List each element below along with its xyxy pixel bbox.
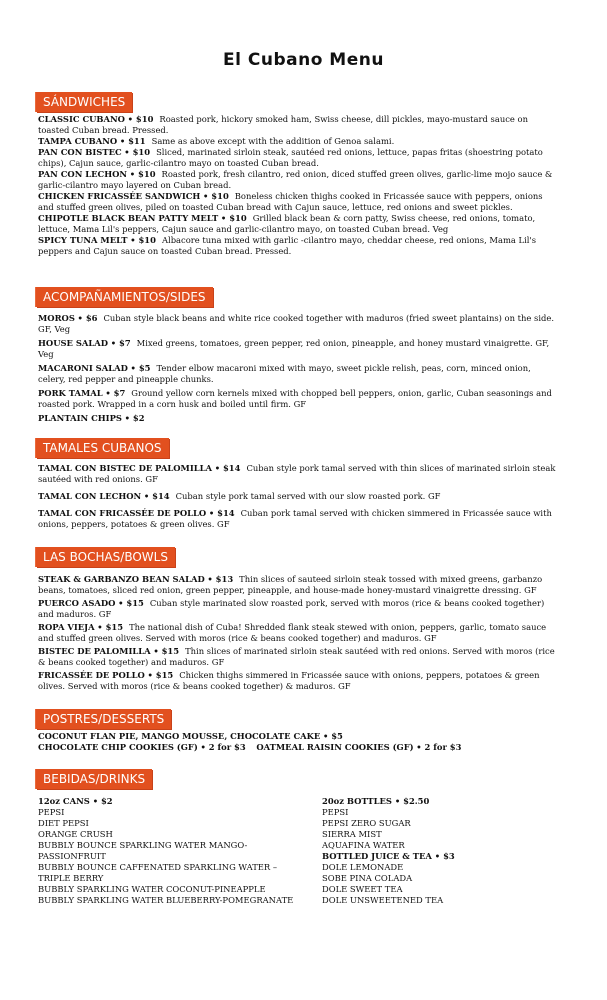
menu-item	[38, 491, 560, 502]
juice-tea-list	[322, 862, 592, 906]
drink-item: PEPSI	[38, 807, 65, 817]
drink-item: PEPSI ZERO SUGAR	[322, 818, 411, 828]
menu-item-description: Cuban style pork tamal served with thin slices of marinated sirloin steak sautéed with red onions. GF	[38, 463, 556, 484]
menu-item-description: Ground yellow corn kernels mixed with chopped bell peppers, onion, garlic, Cuban seasonings and roasted pork. Wrapped in a corn husk and boiled until firm. GF	[38, 388, 552, 409]
menu-item-price: • $14	[214, 463, 241, 473]
drink-item: BUBBLY BOUNCE SPARKLING WATER MANGO-PASSIONFRUIT	[38, 840, 248, 861]
menu-item-price: • $15	[153, 646, 180, 656]
drink-item: ORANGE CRUSH	[38, 829, 113, 839]
menu-item-name: STEAK & GARBANZO BEAN SALAD	[38, 574, 205, 584]
drink-item: AQUAFINA WATER	[322, 840, 405, 850]
menu-item-description: Mixed greens, tomatoes, green pepper, red onion, pineapple, and honey mustard vinaigrette. GF, Veg	[38, 338, 550, 359]
section-heading-sandwiches: SÁNDWICHES	[36, 92, 132, 112]
menu-item	[38, 598, 560, 620]
menu-item	[38, 191, 560, 213]
menu-item-description: Cuban style black beans and white rice cooked together with maduros (fried sweet plantains) on the side. GF, Veg	[38, 313, 554, 334]
page-title: El Cubano Menu	[223, 50, 384, 70]
menu-item-name: TAMAL CON LECHON	[38, 491, 142, 501]
dessert-line-2: CHOCOLATE CHIP COOKIES (GF) • 2 for $3 OATMEAL RAISIN COOKIES (GF) • 2 for $3	[38, 742, 462, 752]
section-heading-desserts: POSTRES/DESSERTS	[36, 709, 171, 729]
juice-tea-header: BOTTLED JUICE & TEA • $3	[322, 851, 455, 861]
menu-item-price: • $2	[124, 413, 145, 423]
dessert-line-1: COCONUT FLAN PIE, MANGO MOUSSE, CHOCOLATE CAKE • $5	[38, 731, 343, 741]
menu-item-description: Chicken thighs simmered in Fricassée sauce with onions, peppers, potatoes & green olives. Served with moros (rice & beans cooked together) & maduros. GF	[38, 670, 540, 691]
sides-list	[38, 313, 560, 427]
menu-item-description: Boneless chicken thighs cooked in Fricassée sauce with peppers, onions and stuffed green olives, piled on toasted Cuban bread with Cajun sauce, lettuce, red onions and sweet pickles.	[38, 191, 543, 212]
menu-item-name: FRICASSÉE DE POLLO	[38, 670, 145, 680]
menu-item-description: Roasted pork, fresh cilantro, red onion, diced stuffed green olives, garlic-lime mojo sauce & garlic-cilantro mayo layered on Cuban bread.	[38, 169, 553, 190]
menu-item-price: • $7	[105, 388, 126, 398]
cans-list	[38, 807, 308, 906]
menu-item	[38, 670, 560, 692]
menu-item-description: Albacore tuna mixed with garlic -cilantro mayo, cheddar cheese, red onions, Mama Lil's peppers and Cajun sauce on toasted Cuban bread. Pressed.	[38, 235, 537, 256]
menu-item-price: • $10	[220, 213, 247, 223]
drinks-cans-column	[38, 796, 308, 906]
menu-item	[38, 646, 560, 668]
desserts-list	[38, 731, 560, 753]
menu-item-name: BISTEC DE PALOMILLA	[38, 646, 151, 656]
menu-item-name: CHIPOTLE BLACK BEAN PATTY MELT	[38, 213, 219, 223]
menu-item-description: Thin slices of marinated sirloin steak sautéed with red onions. Served with moros (rice & beans cooked together) and maduros. GF	[38, 646, 555, 667]
menu-item	[38, 235, 560, 257]
menu-item-price: • $10	[130, 235, 156, 245]
drink-item: SIERRA MIST	[322, 829, 382, 839]
menu-item-description: Thin slices of sauteed sirloin steak tossed with mixed greens, garbanzo beans, tomatoes, sliced red onion, green pepper, pineapple, and house-made honey-mustard vinaigrette dressing. GF	[38, 574, 543, 595]
menu-item	[38, 508, 560, 530]
menu-item-price: • $11	[119, 136, 146, 146]
menu-item-description: Sliced, marinated sirloin steak, sautéed red onions, lettuce, papas fritas (shoestring potato chips), Cajun sauce, garlic-cilantro mayo on toasted Cuban bread.	[38, 147, 543, 168]
menu-item-price: • $10	[124, 147, 151, 157]
drink-item: DOLE UNSWEETENED TEA	[322, 895, 444, 905]
drink-item: BUBBLY SPARKLING WATER COCONUT-PINEAPPLE	[38, 884, 266, 894]
menu-item-name: TAMPA CUBANO	[38, 136, 118, 146]
menu-item-description: Grilled black bean & corn patty, Swiss cheese, red onions, tomato, lettuce, Mama Lil's peppers, Cajun sauce and garlic-cilantro mayo, on toasted Cuban bread. Veg	[38, 213, 536, 234]
section-heading-tamales: TAMALES CUBANOS	[36, 438, 169, 458]
menu-item-price: • $10	[203, 191, 229, 201]
menu-item-name: MACARONI SALAD	[38, 363, 128, 373]
menu-item	[38, 463, 560, 485]
section-heading-bowls: LAS BOCHAS/BOWLS	[36, 547, 175, 567]
menu-item-description: Cuban style pork tamal served with our slow roasted pork. GF	[175, 491, 441, 501]
menu-item	[38, 338, 560, 360]
menu-item	[38, 574, 560, 596]
menu-item	[38, 413, 560, 424]
menu-item-name: HOUSE SALAD	[38, 338, 109, 348]
menu-item-name: PLANTAIN CHIPS	[38, 413, 122, 423]
menu-item-description: Tender elbow macaroni mixed with mayo, sweet pickle relish, peas, corn, minced onion, celery, red pepper and pineapple chunks.	[38, 363, 531, 384]
drink-item: BUBBLY BOUNCE CAFFENATED SPARKLING WATER – TRIPLE BERRY	[38, 862, 278, 883]
menu-item-name: TAMAL CON FRICASSÉE DE POLLO	[38, 508, 207, 518]
menu-item	[38, 313, 560, 335]
menu-item-price: • $13	[207, 574, 234, 584]
drink-item: SOBE PINA COLADA	[322, 873, 413, 883]
drink-item: DIET PEPSI	[38, 818, 89, 828]
menu-item-name: PORK TAMAL	[38, 388, 103, 398]
menu-item-name: TAMAL CON BISTEC DE PALOMILLA	[38, 463, 213, 473]
drink-item: DOLE LEMONADE	[322, 862, 404, 872]
cans-header: 12oz CANS • $2	[38, 796, 113, 806]
menu-item-price: • $6	[77, 313, 98, 323]
bottles-header: 20oz BOTTLES • $2.50	[322, 796, 430, 806]
menu-item-name: PAN CON BISTEC	[38, 147, 122, 157]
menu-item-price: • $14	[143, 491, 170, 501]
menu-item-price: • $15	[97, 622, 124, 632]
menu-item-price: • $15	[147, 670, 174, 680]
menu-item-description: Cuban style marinated slow roasted pork, served with moros (rice & beans cooked together) and maduros. GF	[38, 598, 545, 619]
sandwiches-list	[38, 114, 560, 257]
menu-item	[38, 388, 560, 410]
menu-item	[38, 114, 560, 136]
menu-item-name: PUERCO ASADO	[38, 598, 116, 608]
menu-item-price: • $5	[130, 363, 151, 373]
menu-item-name: CLASSIC CUBANO	[38, 114, 125, 124]
drink-item: PEPSI	[322, 807, 349, 817]
bottles-list	[322, 807, 592, 851]
menu-item	[38, 363, 560, 385]
menu-item-name: SPICY TUNA MELT	[38, 235, 128, 245]
menu-item-name: PAN CON LECHON	[38, 169, 128, 179]
tamales-list	[38, 463, 560, 536]
section-heading-drinks: BEBIDAS/DRINKS	[36, 769, 152, 789]
menu-item-name: ROPA VIEJA	[38, 622, 95, 632]
drinks-bottles-column	[322, 796, 592, 906]
menu-item-price: • $10	[129, 169, 156, 179]
section-heading-sides: ACOMPAÑAMIENTOS/SIDES	[36, 287, 213, 307]
menu-item-description: Same as above except with the addition of Genoa salami.	[151, 136, 395, 146]
drink-item: BUBBLY SPARKLING WATER BLUEBERRY-POMEGRANATE	[38, 895, 294, 905]
menu-item-price: • $15	[118, 598, 144, 608]
menu-item	[38, 622, 560, 644]
menu-item	[38, 147, 560, 169]
menu-item	[38, 213, 560, 235]
menu-item-description: Cuban pork tamal served with chicken simmered in Fricassée sauce with onions, peppers, potatoes & green olives. GF	[38, 508, 552, 529]
menu-item-name: MOROS	[38, 313, 75, 323]
menu-item-description: Roasted pork, hickory smoked ham, Swiss cheese, dill pickles, mayo-mustard sauce on toasted Cuban bread. Pressed.	[38, 114, 528, 135]
menu-item-name: CHICKEN FRICASSÉE SANDWICH	[38, 191, 201, 201]
menu-item	[38, 169, 560, 191]
menu-item-price: • $7	[110, 338, 131, 348]
bowls-list	[38, 574, 560, 694]
menu-item-price: • $10	[127, 114, 154, 124]
menu-item	[38, 136, 560, 147]
drink-item: DOLE SWEET TEA	[322, 884, 403, 894]
menu-item-description: The national dish of Cuba! Shredded flank steak stewed with onion, peppers, garlic, tomato sauce and stuffed green olives. Served with moros (rice & beans cooked together) and maduros. GF	[38, 622, 547, 643]
menu-item-price: • $14	[208, 508, 235, 518]
